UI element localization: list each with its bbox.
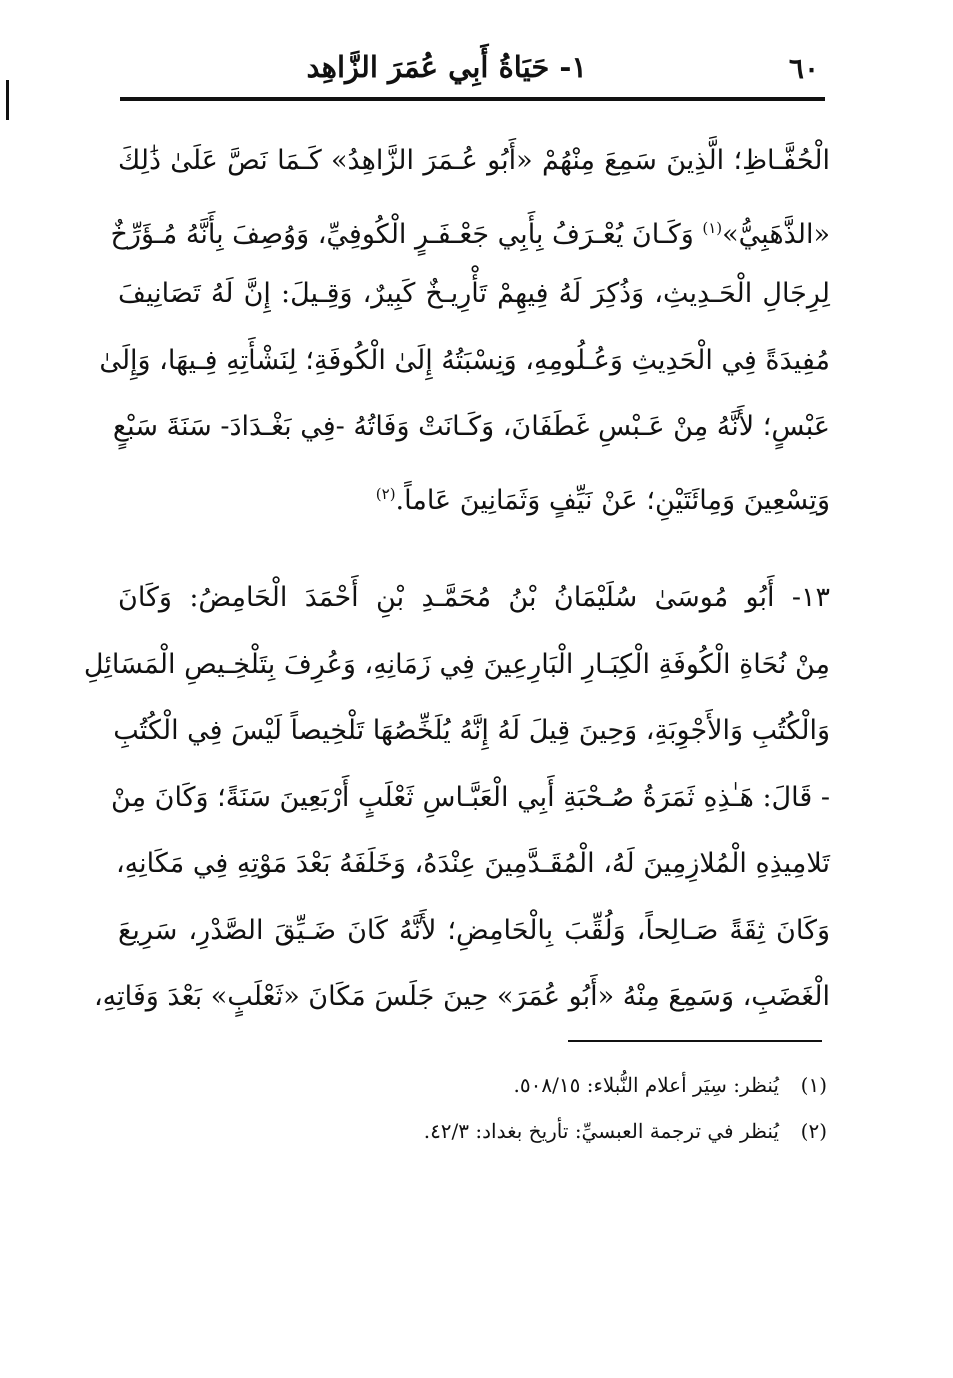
footnote-1 xyxy=(300,1062,827,1108)
footnote-2 xyxy=(300,1108,827,1154)
text-segment: وَكَـانَ يُعْـرَفُ بِأَبِي جَعْـفَـرٍ الْكُوفِيِّ، وَوُصِفَ بِأَنَّهُ مُـؤَرِّخٌ xyxy=(110,218,703,250)
paragraph-gap xyxy=(118,527,830,565)
paragraph-2 xyxy=(83,565,830,1031)
text-line: وَكَانَ ثِقَةً صَـالِحاً، وَلُقِّبَ بِالْحَامِضِ؛ لأَنَّهُ كَانَ ضَـيِّقَ الصَّدْرِ، سَرِيعَ xyxy=(118,914,830,946)
text-line: لِرِجَالِ الْحَـدِيثِ، وَذُكِرَ لَهُ فِيهِمْ تَأْرِيـخٌ كَبِيرٌ، وَقِـيلَ: إِنَّ لَهُ تَصَانِيفَ xyxy=(118,278,830,309)
text-line: الْحُفَّـاظِ؛ الَّذِينَ سَمِعَ مِنْهُمْ «أَبُو عُـمَرَ الزَّاهِدُ» كَـمَا نَصَّ عَلَىٰ ذَٰلِكَ xyxy=(118,145,830,176)
footnote-reference-1[interactable]: (١) xyxy=(702,218,723,237)
text-line: عَبْسٍ؛ لأَنَّهُ مِنْ عَـبْسِ غَطَفَانَ، وَكَـانَتْ وَفَاتُهُ -فِي بَغْـدَادَ- سَنَةَ سَبْعٍ xyxy=(112,411,830,442)
text-line: - قَالَ: هَـٰذِهِ ثَمَرَةُ صُـحْبَةِ أَبِي الْعَبَّـاسِ ثَعْلَبٍ أَرْبَعِينَ سَنَةً؛ وَكَانَ مِنْ xyxy=(111,781,830,813)
footnote-separator xyxy=(568,1040,822,1042)
footnote-reference-2[interactable]: (٢) xyxy=(375,484,396,503)
text-line: ١٣- أَبُو مُوسَىٰ سُلَيْمَانُ بْنُ مُحَمَّـدِ بْنِ أَحْمَدَ الْحَامِضُ: وَكَانَ xyxy=(118,582,830,613)
running-title: ١- حَيَاةُ أَبِي عُمَرَ الزَّاهِد xyxy=(306,50,587,84)
footnote-number: (٢) xyxy=(800,1119,827,1143)
main-text xyxy=(83,128,830,1031)
footnote-number: (١) xyxy=(800,1073,827,1097)
text-line: مُفِيدَةً فِي الْحَدِيثِ وَعُـلُومِهِ، وَنِسْبَتُهُ إِلَىٰ الْكُوفَةِ؛ لِنَشْأَتِهِ فِـيهَا، وَإِلَىٰ xyxy=(99,344,830,376)
text-line xyxy=(110,195,830,262)
page-number: ٦٠ xyxy=(788,52,819,85)
footnotes xyxy=(300,1062,827,1154)
text-line: مِنْ نُحَاةِ الْكُوفَةِ الْكِبَـارِ الْبَارِعِينَ فِي زَمَانِهِ، وَعُرِفَ بِتَلْخِـيصِ الْمَسَائِلِ xyxy=(83,648,830,680)
footnote-text: يُنظر: سِيَر أعلام النُّبلاء: ٥٠٨/١٥. xyxy=(513,1073,779,1097)
text-line: وَالْكُتُبِ وَالأَجْوِبَةِ، وَحِينَ قِيلَ لَهُ إِنَّهُ يُلَخِّصُهَا تَلْخِيصاً لَيْسَ فِي الْكُتُبِ xyxy=(113,715,830,746)
text-line: الْغَضَبِ، وَسَمِعَ مِنْهُ «أَبُو عُمَرَ» حِينَ جَلَسَ مَكَانَ «ثَعْلَبٍ» بَعْدَ وَفَاتِهِ، xyxy=(93,981,830,1012)
paragraph-1 xyxy=(99,128,830,527)
footnote-text: يُنظر في ترجمة العبسيِّ: تأريخ بغداد: ٤٢/٣. xyxy=(423,1119,779,1143)
text-segment: وَتِسْعِينَ وَمِائَتَيْنِ؛ عَنْ نَيِّفٍ وَثَمَانِينَ عَاماً. xyxy=(395,484,830,516)
text-line xyxy=(118,461,830,528)
scan-margin-mark xyxy=(6,80,9,120)
text-line: تَلامِيذِهِ الْمُلازِمِينَ لَهُ، الْمُقَـدَّمِينَ عِنْدَهُ، وَخَلَفَهُ بَعْدَ مَوْتِهِ فِي مَكَانِهِ، xyxy=(115,848,830,879)
page-header xyxy=(120,48,825,94)
text-segment: «الذَّهَبِيُّ» xyxy=(722,218,830,250)
header-rule xyxy=(120,97,825,101)
